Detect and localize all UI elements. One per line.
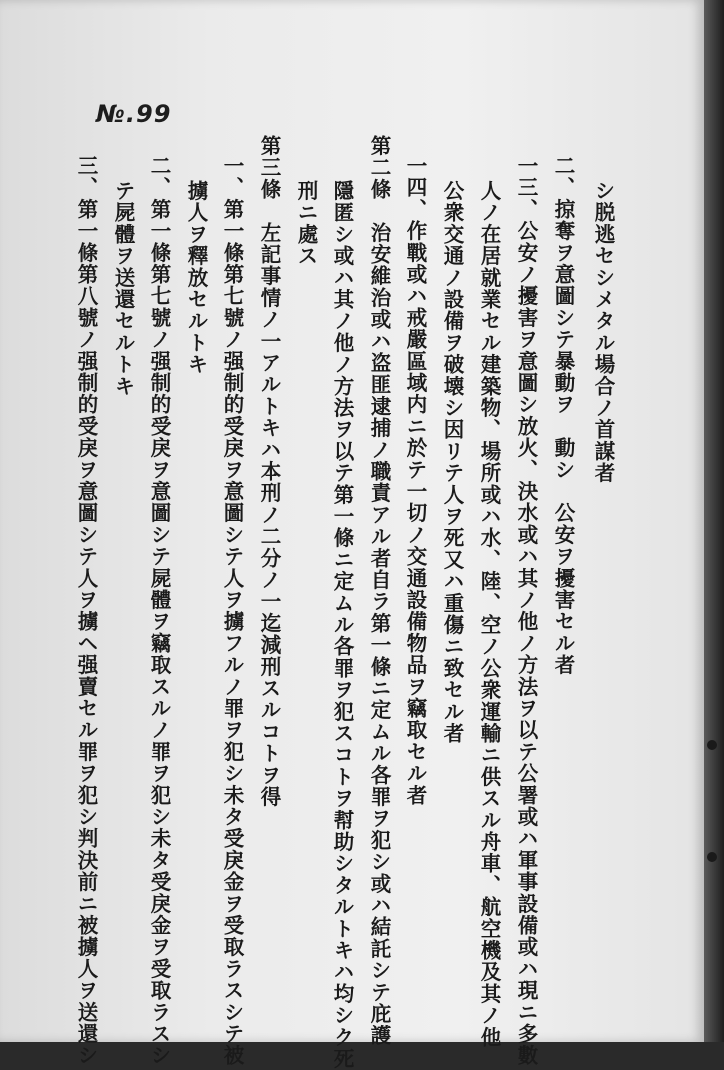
text-column-4: 人ノ在居就業セル建築物、場所或ハ水、陸、空ノ公衆運輸ニ供スル舟車、航空機及其ノ他 (477, 180, 501, 1048)
text-column-3: 一三、公安ノ擾害ヲ意圖シ放火、決水或ハ其ノ他ノ方法ヲ以テ公署或ハ軍事設備或ハ現ニ多數 (514, 155, 538, 1067)
text-column-1: シ脱逃セシメタル場合ノ首謀者 (591, 180, 615, 484)
text-column-12: 擄人ヲ釋放セルトキ (184, 180, 208, 376)
text-column-14: テ屍體ヲ送還セルトキ (111, 180, 135, 397)
text-column-15: 三、第一條第八號ノ强制的受戾ヲ意圖シテ人ヲ擄ヘ强賣セル罪ヲ犯シ判決前ニ被擄人ヲ送還シ (74, 155, 98, 1067)
text-column-7: 第二條 治安維治或ハ盗匪逮捕ノ職責アル者自ラ第一條ニ定ムル各罪ヲ犯シ或ハ結託シテ庇護 (367, 135, 391, 1047)
text-column-2: 二、掠奪ヲ意圖シテ暴動ヲ 動シ 公安ヲ擾害セル者 (551, 155, 575, 676)
binding-hole (707, 852, 717, 862)
text-column-13: 二、第一條第七號ノ强制的受戾ヲ意圖シテ屍體ヲ竊取スルノ罪ヲ犯シ未タ受戾金ヲ受取ラスシ (147, 155, 171, 1067)
text-column-6: 一四、作戰或ハ戒嚴區域内ニ於テ一切ノ交通設備物品ヲ竊取セル者 (403, 155, 427, 806)
binding-hole (707, 740, 717, 750)
text-column-9: 刑ニ處ス (294, 180, 318, 267)
page-number: №.99 (96, 100, 172, 128)
text-column-11: 一、第一條第七號ノ强制的受戾ヲ意圖シテ人ヲ擄フルノ罪ヲ犯シ未タ受戾金ヲ受取ラスシテ被 (220, 155, 244, 1067)
text-column-8: 隱匿シ或ハ其ノ他ノ方法ヲ以テ第一條ニ定ムル各罪ヲ犯スコトヲ幇助シタルトキハ均シク死 (330, 180, 354, 1070)
page-edge-shadow (704, 0, 724, 1042)
text-column-5: 公衆交通ノ設備ヲ破壊シ因リテ人ヲ死又ハ重傷ニ致セル者 (440, 180, 464, 745)
text-column-10: 第三條 左記事情ノ一アルトキハ本刑ノ二分ノ一迄減刑スルコトヲ得 (257, 135, 281, 808)
